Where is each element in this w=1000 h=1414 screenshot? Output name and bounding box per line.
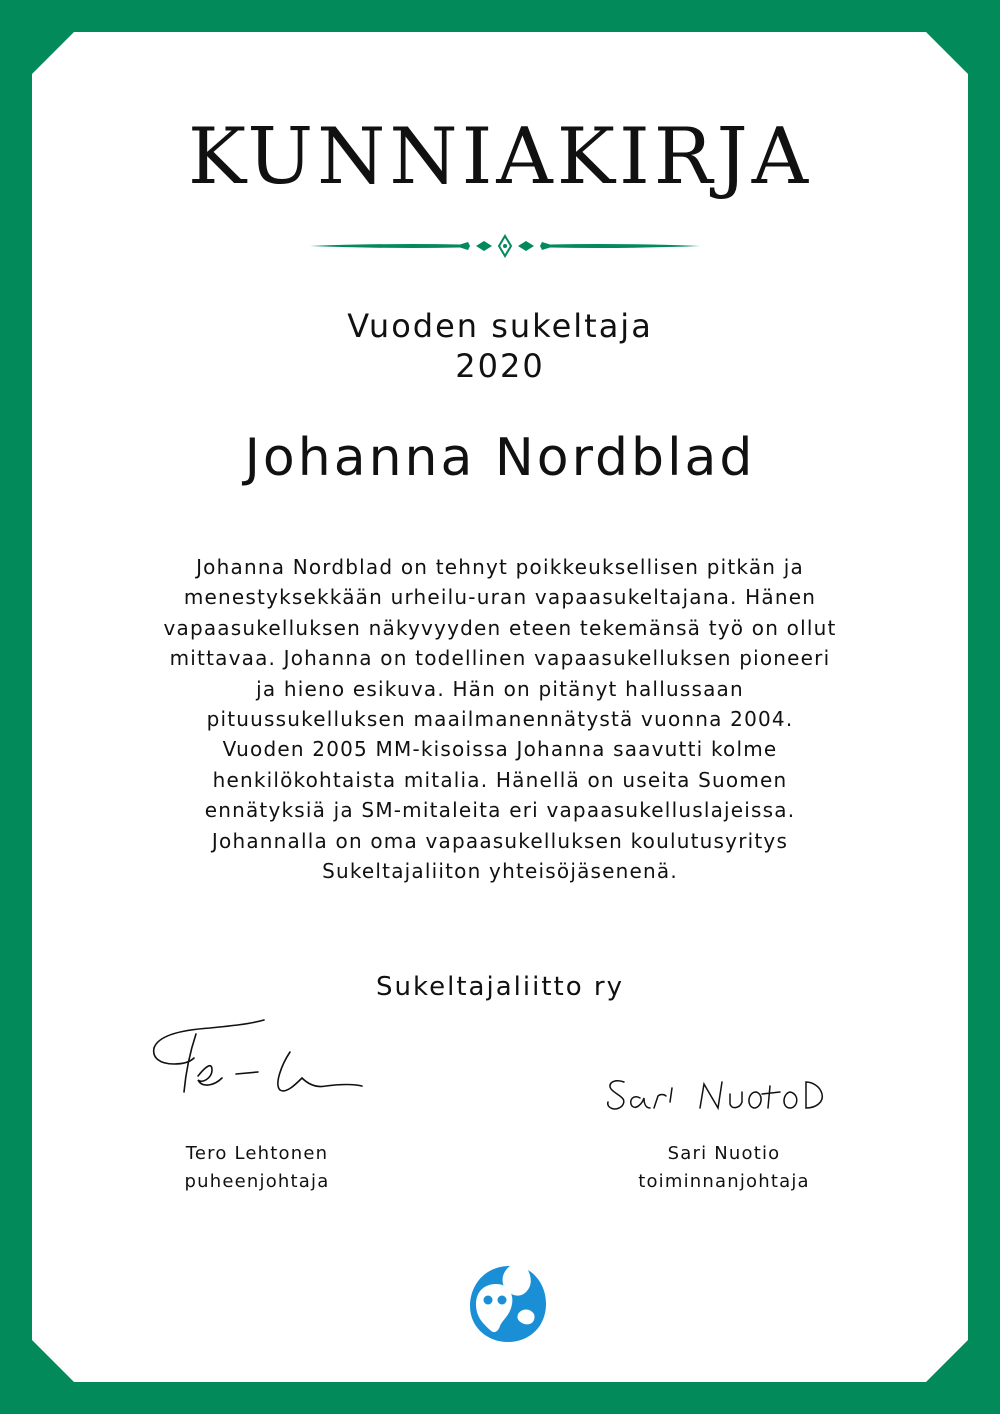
certificate-title: KUNNIAKIRJA [187, 112, 813, 202]
signer-name: Tero Lehtonen [185, 1143, 329, 1164]
award-year: 2020 [455, 347, 545, 385]
citation-line: menestyksekkään urheilu-uran vapaasukeltajana. Hänen [183, 585, 817, 610]
organization-name: Sukeltajaliitto ry [376, 972, 624, 1002]
award-name: Vuoden sukeltaja [347, 307, 653, 345]
signer-role: puheenjohtaja [184, 1171, 330, 1192]
citation-line: Johanna Nordblad on tehnyt poikkeuksellisen pitkän ja [196, 555, 804, 579]
recipient-name: Johanna Nordblad [244, 428, 756, 488]
citation-line: mittavaa. Johanna on todellinen vapaasukelluksen pioneeri [169, 646, 831, 671]
divider-ornament-icon [310, 234, 700, 258]
sukeltajaliitto-logo-icon [466, 1262, 550, 1346]
citation-line: ennätyksiä ja SM-mitaleita eri vapaasukelluslajeissa. [204, 798, 796, 823]
citation-line: Vuoden 2005 MM-kisoissa Johanna saavutti kolme [222, 737, 778, 762]
citation-text [132, 552, 868, 886]
citation-line: ja hieno esikuva. Hän on pitänyt hallussaan [256, 676, 744, 701]
citation-line: henkilökohtaista mitalia. Hänellä on useita Suomen [212, 767, 788, 792]
citation-line: Sukeltajaliiton yhteisöjäsenenä. [322, 859, 678, 884]
citation-line: Johannalla on oma vapaasukelluksen koulutusyritys [211, 828, 789, 853]
signer-block-right [584, 1140, 864, 1196]
signer-name: Sari Nuotio [667, 1143, 781, 1164]
signature-sari-nuotio [600, 1068, 840, 1118]
citation-line: vapaasukelluksen näkyvyyden eteen tekemänsä työ on ollut [163, 615, 837, 640]
award-title [0, 306, 1000, 386]
signer-role: toiminnanjohtaja [638, 1171, 810, 1192]
signer-block-left [117, 1140, 397, 1196]
citation-line: pituussukelluksen maailmanennätystä vuonna 2004. [206, 707, 794, 732]
signature-tero-lehtonen [140, 1012, 370, 1102]
